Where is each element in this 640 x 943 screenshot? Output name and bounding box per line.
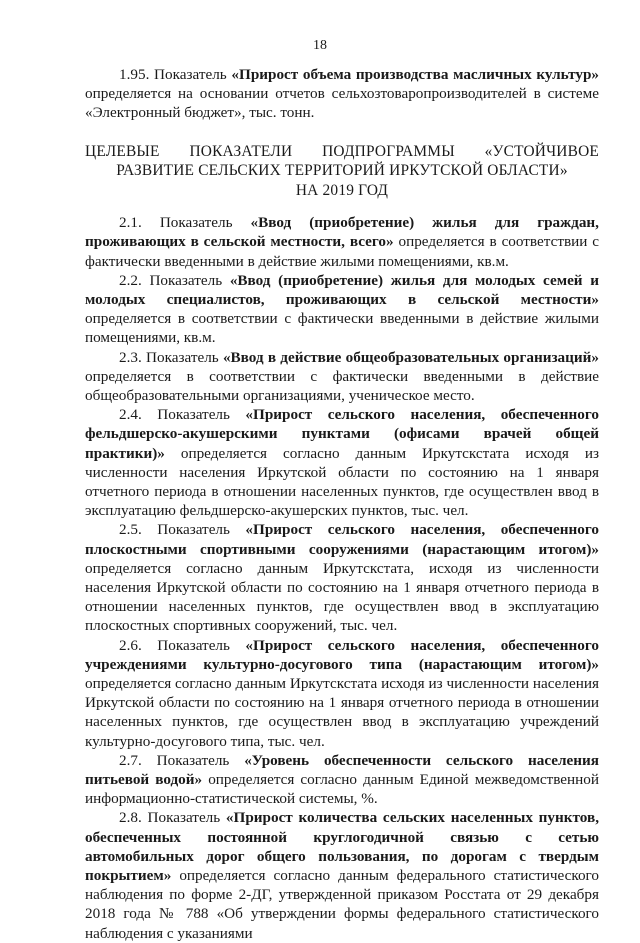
document-body [85,65,599,943]
indicator-paragraph-2-1 [85,213,599,271]
indicator-title: «Прирост сельского населения, обеспеченного плоскостными спортивными сооружениями (нарастающим итогом)» [85,521,599,558]
indicator-paragraph-2-3 [85,348,599,406]
indicator-prefix: 2.8. Показатель [119,809,226,827]
indicator-title: «Прирост сельского населения, обеспеченного учреждениями культурно-досугового типа (нарастающим итогом)» [85,636,599,673]
indicator-paragraph-2-2 [85,271,599,348]
indicator-text: определяется в соответствии с фактически введенными в действие жилыми помещениями, кв.м. [85,233,599,270]
indicator-paragraph-2-8 [85,808,599,942]
indicator-text: определяется на основании отчетов сельхозтоваропроизводителей в системе «Электронный бюджет», тыс. тонн. [85,85,599,122]
indicator-prefix: 2.2. Показатель [119,271,230,289]
indicator-text: определяется согласно данным Иркутскстата исходя из численности населения Иркутской области по состоянию на 1 января отчетного периода в отношении населенных пунктов, где осуществлен ввод в эксплуатацию фельдшерско-акушерских пунктов, тыс. чел. [85,444,599,520]
indicator-paragraph-2-7 [85,751,599,809]
indicator-prefix: 2.1. Показатель [119,214,251,232]
section-heading-line-1: ЦЕЛЕВЫЕ ПОКАЗАТЕЛИ ПОДПРОГРАММЫ «УСТОЙЧИВОЕ [85,142,599,160]
indicator-prefix: 2.4. Показатель [119,406,246,424]
indicator-prefix: 1.95. Показатель [119,66,232,83]
indicator-paragraph-2-5 [85,520,599,635]
indicator-prefix: 2.3. Показатель [119,348,223,366]
section-heading-line-2: РАЗВИТИЕ СЕЛЬСКИХ ТЕРРИТОРИЙ ИРКУТСКОЙ ОБЛАСТИ» [116,162,568,180]
indicator-title: «Прирост сельского населения, обеспеченного фельдшерско-акушерскими пунктами (офисами врачей общей практики)» [85,406,599,462]
section-heading [85,142,599,201]
indicator-title: «Ввод (приобретение) жилья для граждан, проживающих в сельской местности, всего» [85,214,599,251]
indicator-prefix: 2.7. Показатель [119,751,245,769]
indicator-paragraph-2-6 [85,636,599,751]
indicator-paragraph-1-95 [85,65,599,123]
indicator-title: «Уровень обеспеченности сельского населения питьевой водой» [85,751,599,788]
indicator-title: «Ввод (приобретение) жилья для молодых семей и молодых специалистов, проживающих в сельской местности» [85,271,599,308]
indicator-prefix: 2.5. Показатель [119,521,246,539]
indicator-prefix: 2.6. Показатель [119,636,246,654]
section-heading-line-3: НА 2019 ГОД [295,181,389,199]
indicator-text: определяется в соответствии с фактически введенными в действие жилыми помещениями, кв.м. [85,310,599,347]
indicator-text: определяется в соответствии с фактически введенными в действие общеобразовательными организациями, ученическое место. [85,367,599,404]
indicator-text: определяется согласно данным Иркутскстата, исходя из численности населения Иркутской области по состоянию на 1 января отчетного периода в отношении населенных пунктов, где осуществлен ввод в эксплуатацию плоскостных спортивных сооружений, тыс. чел. [85,559,599,635]
indicator-title: «Прирост объема производства масличных культур» [231,66,599,83]
indicator-title: «Прирост количества сельских населенных пунктов, обеспеченных постоянной круглогодичной связью с сетью автомобильных дорог общего пользования, по дорогам с твердым покрытием» [85,809,599,885]
indicator-text: определяется согласно данным Иркутскстата исходя из численности населения Иркутской области по состоянию на 1 января отчетного периода в отношении населенных пунктов, где осуществлен ввод в эксплуатацию учреждений культурно-досугового типа, тыс. чел. [85,674,599,750]
page-number: 18 [313,38,327,53]
indicator-text: определяется согласно данным Единой межведомственной информационно-статистической системы, %. [85,771,599,808]
indicator-text: определяется согласно данным федерального статистического наблюдения по форме 2-ДГ, утвержденной приказом Росстата от 29 декабря 2018 года № 788 «Об утверждении формы федерального статистического наблюдения с указаниями [85,867,599,942]
indicator-title: «Ввод в действие общеобразовательных организаций» [222,348,599,366]
indicator-paragraph-2-4 [85,405,599,520]
